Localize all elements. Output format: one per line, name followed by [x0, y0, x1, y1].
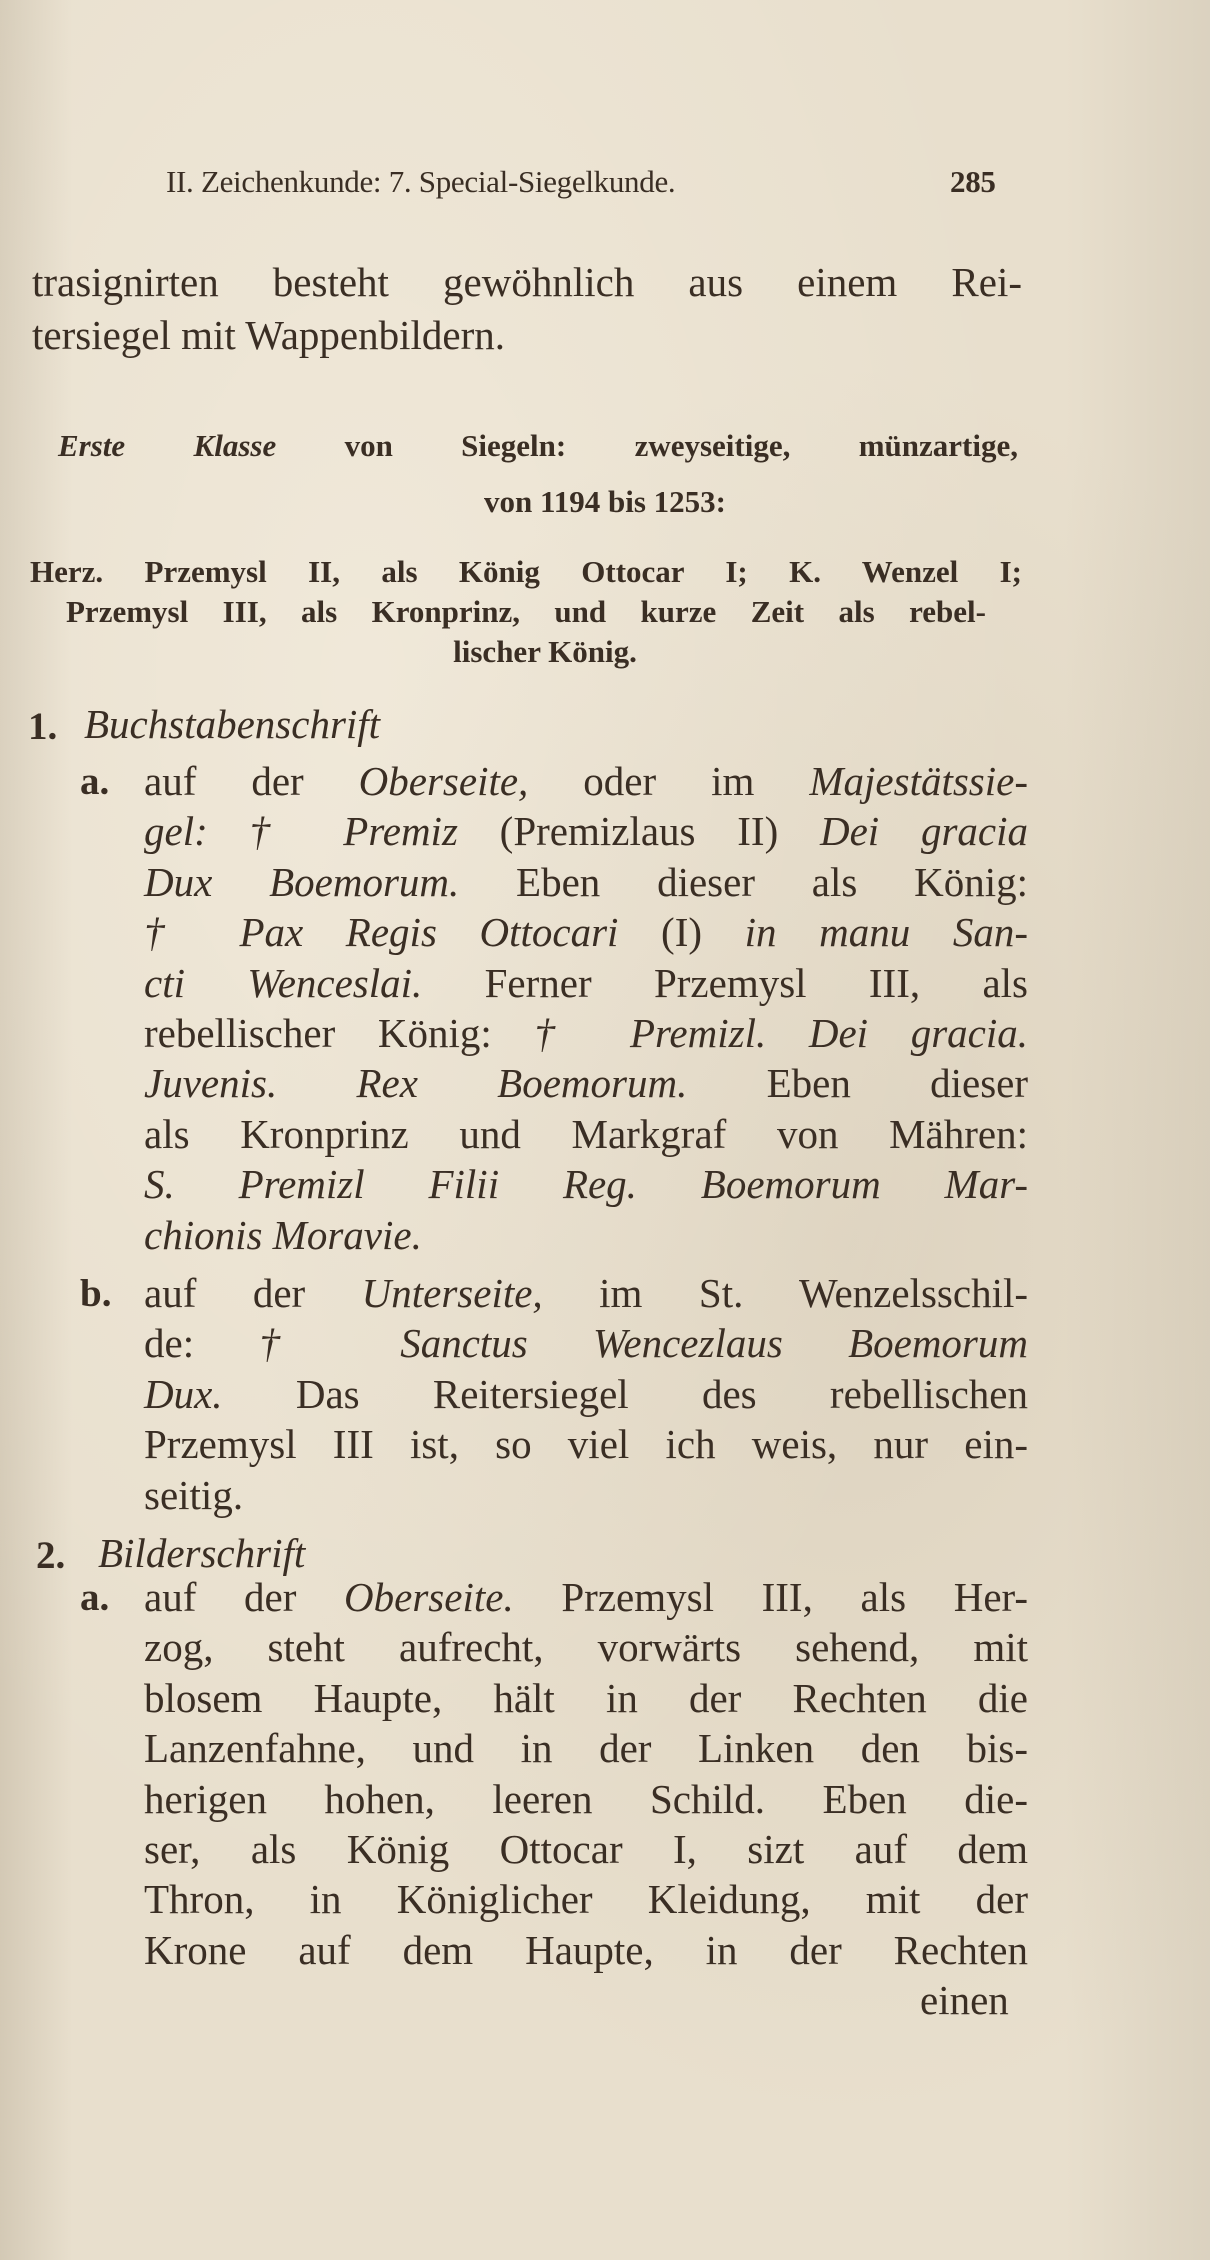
text-segment: rebellischer König:	[144, 1010, 535, 1056]
section-title: Bilderschrift	[98, 1530, 306, 1576]
italic-text: cti Wenceslai.	[144, 959, 423, 1006]
text-segment: auf der	[144, 758, 359, 804]
text-segment: Das Reitersiegel des rebellischen	[222, 1370, 1028, 1417]
rulers-line: Herz. Przemysl II, als König Ottocar I; K. Wenzel I;	[30, 554, 1022, 589]
italic-text: Erste Klasse	[58, 428, 277, 463]
text-line	[144, 1926, 1028, 1974]
item-label: a.	[80, 1576, 110, 1619]
text-segment: tersiegel mit Wappenbildern.	[32, 312, 506, 358]
text-segment: Eben dieser als König:	[459, 858, 1028, 905]
text-segment: oder im	[528, 758, 810, 804]
page-number: 285	[950, 164, 996, 199]
section-title: Buchstabenschrift	[84, 701, 381, 747]
text-line	[144, 1573, 1028, 1621]
text-segment: Przemysl III, als Her-	[513, 1574, 1029, 1620]
text-segment: de:	[144, 1320, 260, 1367]
text-segment: Krone auf dem Haupte, in der Rechten	[144, 1926, 1028, 1973]
italic-text: S. Premizl Filii Reg. Boemorum Mar-	[144, 1161, 1028, 1208]
text-line	[144, 807, 1028, 855]
italic-text: Juvenis. Rex Boemorum.	[144, 1060, 688, 1107]
text-segment: (Premizlaus II)	[457, 808, 820, 855]
text-segment: Lanzenfahne, und in der Linken den bis-	[144, 1725, 1028, 1772]
text-line	[144, 1269, 1028, 1317]
text-line	[144, 1160, 1028, 1208]
text-line	[144, 1775, 1028, 1823]
text-line	[144, 858, 1028, 906]
item-label: b.	[80, 1272, 112, 1315]
text-line	[144, 1420, 1028, 1468]
text-segment: trasignirten besteht gewöhnlich aus einem Rei-	[32, 259, 1022, 305]
text-line	[144, 1319, 1028, 1367]
item-label: a.	[80, 760, 110, 803]
section-number: 1.	[28, 705, 58, 748]
text-segment: zog, steht aufrecht, vorwärts sehend, mit	[144, 1624, 1028, 1671]
text-line	[144, 1009, 1028, 1057]
text-segment: Przemysl III ist, so viel ich weis, nur ein-	[144, 1421, 1028, 1468]
italic-text: † Pax Regis Ottocari	[144, 909, 619, 956]
text-line	[144, 1623, 1028, 1671]
italic-text: Dux Boemorum.	[144, 858, 460, 905]
text-segment: Thron, in Königlicher Kleidung, mit der	[144, 1876, 1028, 1923]
text-segment: Ferner Przemysl III, als	[422, 959, 1028, 1006]
text-line	[144, 1211, 422, 1259]
class-date-range: von 1194 bis 1253:	[483, 484, 727, 519]
text-line	[144, 908, 1028, 956]
text-line	[144, 1674, 1028, 1722]
catchword: einen	[920, 1977, 1009, 2024]
text-segment: ser, als König Ottocar I, sizt auf dem	[144, 1826, 1028, 1872]
italic-text: Oberseite,	[358, 758, 529, 804]
text-line	[144, 1875, 1028, 1923]
section-number: 2.	[36, 1534, 66, 1577]
rulers-line: Przemysl III, als Kronprinz, und kurze Zeit als rebel-	[66, 594, 986, 629]
rulers-line: lischer König.	[453, 634, 637, 669]
italic-text: † Premizl. Dei gracia.	[534, 1010, 1028, 1056]
text-line	[144, 1110, 1028, 1158]
running-title: II. Zeichenkunde: 7. Special-Siegelkunde.	[166, 164, 676, 199]
text-line	[32, 258, 1022, 306]
text-segment: als Kronprinz und Markgraf von Mähren:	[144, 1110, 1028, 1157]
text-segment: im St. Wenzelsschil-	[542, 1270, 1029, 1316]
text-segment: auf der	[144, 1574, 345, 1620]
italic-text: † Sanctus Wencezlaus Boemorum	[259, 1320, 1028, 1367]
class-heading	[58, 428, 1018, 464]
text-line	[32, 311, 505, 359]
text-line	[144, 1059, 1028, 1107]
text-segment: seitig.	[144, 1471, 244, 1518]
italic-text: gel: † Premiz	[144, 808, 458, 855]
text-segment: herigen hohen, leeren Schild. Eben die-	[144, 1775, 1028, 1822]
text-segment: blosem Haupte, hält in der Rechten die	[144, 1674, 1028, 1721]
italic-text: Dei gracia	[820, 808, 1029, 855]
text-line	[144, 1825, 1028, 1873]
text-line	[144, 1724, 1028, 1772]
text-segment: auf der	[144, 1270, 362, 1316]
italic-text: Unterseite,	[361, 1270, 543, 1316]
italic-text: in manu San-	[744, 909, 1028, 956]
italic-text: chionis Moravie.	[144, 1211, 422, 1258]
text-line	[144, 757, 1028, 805]
italic-text: Dux.	[144, 1370, 223, 1417]
text-line	[144, 1370, 1028, 1418]
text-segment: von Siegeln: zweyseitige, münzartige,	[276, 428, 1018, 463]
text-line	[144, 1471, 243, 1519]
italic-text: Oberseite.	[344, 1574, 514, 1620]
text-segment: (I)	[618, 909, 745, 956]
text-segment: Eben dieser	[687, 1060, 1028, 1107]
italic-text: Majestätssie-	[809, 758, 1029, 804]
text-line	[144, 959, 1028, 1007]
